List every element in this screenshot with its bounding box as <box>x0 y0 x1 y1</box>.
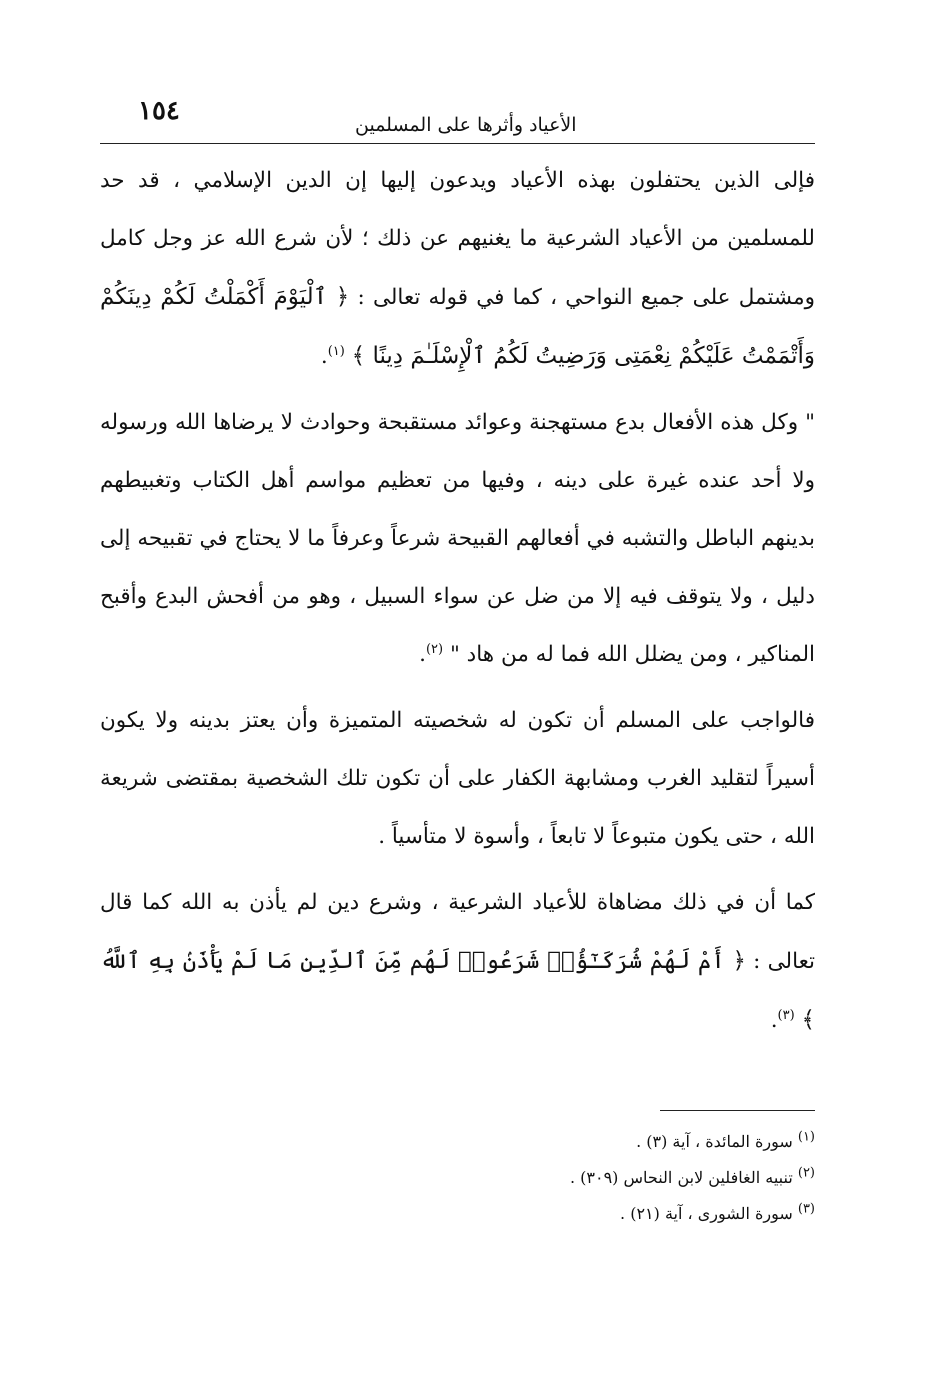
paragraph-4 <box>100 874 815 1050</box>
footnote-ref-1: (١) <box>327 343 345 359</box>
footnote-ref-3: (٣) <box>777 1007 795 1023</box>
paragraph-3 <box>100 692 815 866</box>
quran-verse-1: ﴿ ٱلْيَوْمَ أَكْمَلْتُ لَكُمْ دِينَكُمْ وَأَتْمَمْتُ عَلَيْكُمْ نِعْمَتِى وَرَضِيتُ لَكُمُ ٱلْإِسْلَـٰمَ دِينًا ﴾ <box>100 284 815 369</box>
footnote-mark-1: (١) <box>797 1129 815 1145</box>
footnote-3 <box>100 1196 815 1232</box>
paragraph-3-text: فالواجب على المسلم أن تكون له شخصيته المتميزة وأن يعتز بدينه ولا يكون أسيراً لتقليد الغرب ومشابهة الكفار على أن تكون تلك الشخصية بمقتضى شريعة الله ، حتى يكون متبوعاً لا تابعاً ، وأسوة لا متأسياً . <box>100 708 815 849</box>
footnote-text-1: سورة المائدة ، آية (٣) . <box>636 1132 793 1151</box>
page-number: ١٥٤ <box>138 96 180 126</box>
paragraph-4-text: كما أن في ذلك مضاهاة للأعياد الشرعية ، وشرع دين لم يأذن به الله كما قال تعالى : <box>100 890 815 974</box>
paragraph-1 <box>100 152 815 386</box>
paragraph-2-end: . <box>419 642 426 667</box>
footnote-1 <box>100 1124 815 1160</box>
header-rule <box>100 143 815 144</box>
paragraph-2 <box>100 394 815 684</box>
paragraph-2-text: " وكل هذه الأفعال بدع مستهجنة وعوائد مستقبحة وحوادث لا يرضاها الله ورسوله ولا أحد عنده غيرة على دينه ، وفيها من تعظيم مواسم أهل الكتاب وتغبيطهم بدينهم الباطل والتشبه في أفعالهم القبيحة شرعاً وعرفاً ما لا يحتاج في تقبيحه إلى دليل ، ولا يتوقف فيه إلا من ضل عن سواء السبيل ، وهو من أفحش البدع وأقبح المناكير ، ومن يضلل الله فما له من هاد " <box>100 410 815 667</box>
footnote-text-3: سورة الشورى ، آية (٢١) . <box>620 1204 793 1223</box>
page-header <box>100 92 815 144</box>
paragraph-1-text: فإلى الذين يحتفلون بهذه الأعياد ويدعون إليها إن الدين الإسلامي ، قد حد للمسلمين من الأعياد الشرعية ما يغنيهم عن ذلك ؛ لأن شرع الله عز وجل كامل ومشتمل على جميع النواحي ، كما في قوله تعالى : <box>100 168 816 310</box>
main-text <box>100 152 815 1050</box>
paragraph-4-end: . <box>770 1008 778 1033</box>
footnote-mark-2: (٢) <box>797 1165 815 1181</box>
footnote-ref-2: (٢) <box>425 641 444 657</box>
quran-verse-2: ﴿ أَمْ لَهُمْ شُرَكَـٰٓؤُا۟ شَرَعُوا۟ لَهُم مِّنَ ٱلدِّينِ مَا لَمْ يَأْذَنۢ بِهِ ٱللَّهُ ﴾ <box>100 948 815 1033</box>
paragraph-1-end: . <box>320 344 328 369</box>
footnote-text-2: تنبيه الغافلين لابن النحاس (٣٠٩) . <box>569 1168 793 1187</box>
running-title: الأعياد وأثرها على المسلمين <box>355 114 577 136</box>
footnote-rule <box>660 1110 815 1111</box>
footnote-mark-3: (٣) <box>797 1201 815 1217</box>
footnotes <box>100 1124 815 1232</box>
footnote-2 <box>100 1160 815 1196</box>
